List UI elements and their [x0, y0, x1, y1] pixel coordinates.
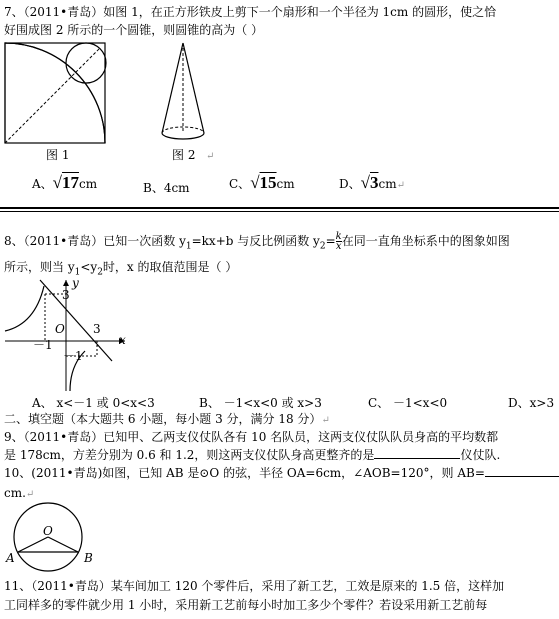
graph-yneg1-label: －1 — [63, 349, 83, 363]
q8-option-a: A、 x<－1 或 0<x<3 — [32, 396, 155, 410]
graph-x3-label: 3 — [93, 322, 101, 336]
q8-line1: 8、（2011•青岛）已知一次函数 $y_1=kx+b$ 与反比例函数 $y_2=$ $\frac{k}{x}$ 在同一直角坐标系中的图象如图 — [4, 231, 510, 252]
para-mark: ↵ — [206, 151, 215, 162]
q7-option-b: B、4cm — [143, 181, 190, 195]
q7-option-c: C、√15cm — [229, 173, 295, 192]
fig2-caption: 图 2 — [172, 148, 196, 162]
label-o: O — [43, 524, 53, 538]
q8-option-d: D、x>3 — [508, 396, 555, 410]
radius-oa — [18, 537, 48, 552]
radius-ob — [48, 537, 78, 552]
q8-option-b: B、 －1<x<0 或 x>3 — [199, 396, 322, 410]
fig1-caption: 图 1 — [46, 148, 70, 162]
q7-figure1 — [0, 38, 140, 146]
section2-heading: 二、填空题（本大题共 6 小题，每小题 3 分，满分 18 分）↵ — [4, 412, 330, 426]
separator-line — [0, 207, 559, 209]
q10-line2: cm.↵ — [4, 486, 35, 500]
q8-line2: 所示，则当 $y_1<y_2$时，x 的取值范围是（ ） — [4, 260, 238, 278]
q9-line2: 是 178cm，方差分别为 0.6 和 1.2，则这两支仪仗队身高更整齐的是 仪仗队. — [4, 448, 501, 462]
graph-xneg1-label: －1 — [33, 338, 53, 352]
label-a: A — [6, 551, 15, 565]
q7-option-a: A、√17cm — [32, 173, 98, 192]
q7-figure2-cone — [155, 38, 215, 146]
q9-line1: 9、（2011•青岛）已知甲、乙两支仪仗队各有 10 名队员，这两支仪仗队队员身高的平均数都 — [4, 430, 499, 444]
q7-option-d: D、√3cm↵ — [339, 173, 405, 192]
small-circle — [66, 43, 106, 83]
graph-y-label: y — [72, 276, 79, 290]
separator-line-thin — [0, 211, 559, 212]
q10-line1: 10、(2011•青岛)如图，已知 AB 是⊙O 的弦，半径 OA=6cm，∠AOB=120°，则 AB= — [4, 466, 559, 480]
q11-line1: 11、（2011•青岛）某车间加工 120 个零件后，采用了新工艺，工效是原来的 1.5 倍，这样加 — [4, 579, 505, 593]
q7-line2: 好围成图 2 所示的一个圆锥，则圆锥的高为（ ） — [4, 23, 264, 37]
q8-option-c: C、 －1<x<0 — [368, 396, 448, 410]
diagonal-dashed — [5, 48, 100, 143]
q7-line1: 7、（2011•青岛）如图 1，在正方形铁皮上剪下一个扇形和一个半径为 1cm 的圆形，使之恰 — [4, 5, 497, 19]
q11-line2: 工同样多的零件就少用 1 小时，采用新工艺前每小时加工多少个零件？若设采用新工艺前每 — [4, 598, 488, 612]
graph-origin-label: O — [55, 322, 65, 336]
graph-x-label: x — [119, 333, 126, 347]
label-b: B — [84, 551, 93, 565]
graph-y3-label: 3 — [62, 288, 70, 302]
